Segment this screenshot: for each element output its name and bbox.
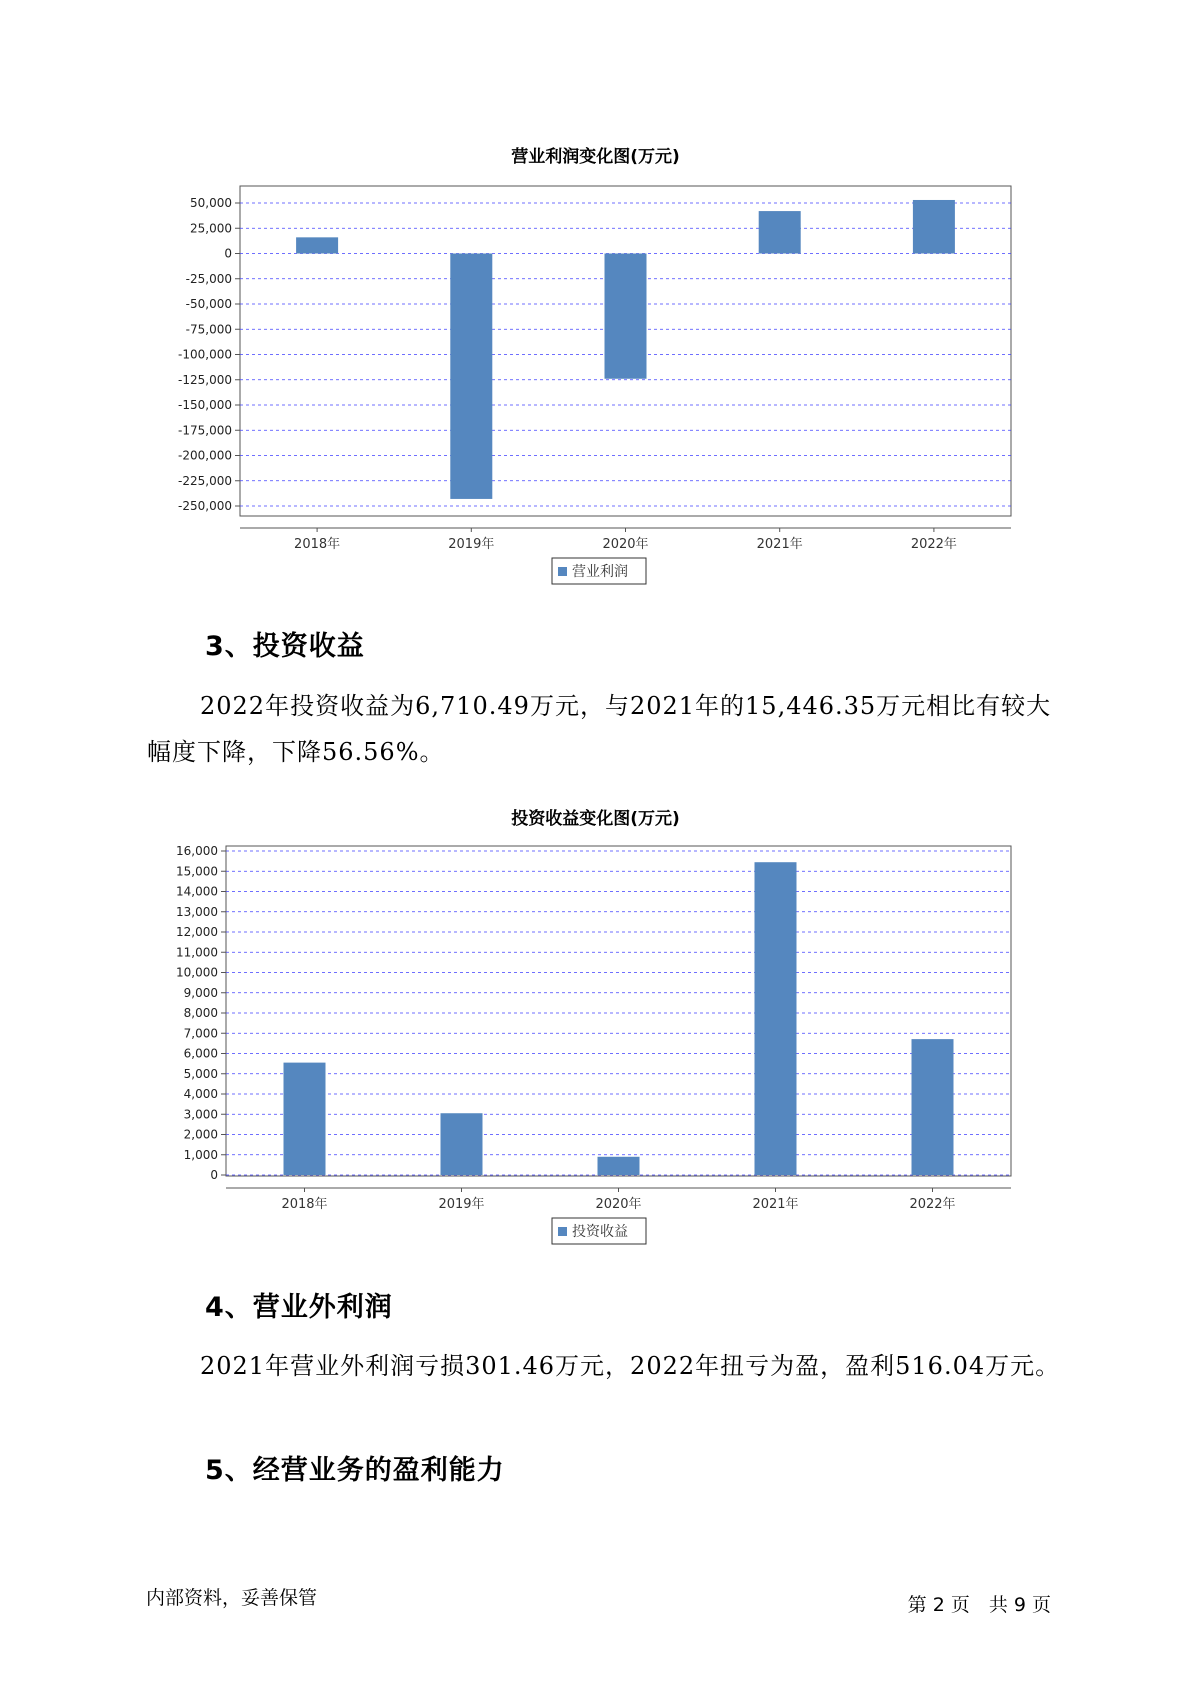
y-tick-label: -75,000 [185,322,232,337]
y-tick-label: -125,000 [178,372,232,387]
bar [441,1113,483,1175]
x-tick-label: 2019年 [438,1197,485,1212]
y-tick-label: 50,000 [190,196,232,210]
x-tick-label: 2021年 [756,537,803,552]
bar [759,211,801,253]
x-tick-label: 2022年 [910,537,957,552]
footer-page-number: 第 2 页 共 9 页 [907,1594,1051,1616]
y-tick-label: 25,000 [190,221,232,236]
bar [605,254,647,379]
y-tick-label: 0 [210,1168,218,1182]
x-tick-label: 2020年 [595,1197,642,1212]
bar [912,1039,954,1175]
y-tick-label: 1,000 [183,1147,218,1162]
y-tick-label: 6,000 [183,1046,218,1061]
y-tick-label: -100,000 [178,347,232,362]
x-tick-label: 2018年 [281,1197,328,1212]
footer-confidential-note: 内部资料，妥善保管 [146,1587,318,1609]
bar [284,1063,326,1175]
section-3-heading: 3、投资收益 [205,631,365,662]
bar [450,254,492,499]
y-tick-label: 14,000 [176,884,218,899]
y-tick-label: 10,000 [176,965,218,980]
legend-label: 营业利润 [572,564,628,580]
legend-label: 投资收益 [572,1224,628,1240]
y-tick-label: -200,000 [178,448,232,463]
y-tick-label: 15,000 [176,864,218,879]
y-tick-label: -250,000 [178,499,232,513]
operating-profit-chart [0,180,1191,600]
y-tick-label: 2,000 [183,1127,218,1142]
chart1-title: 营业利润变化图(万元) [511,147,680,167]
y-tick-label: 5,000 [183,1066,218,1081]
y-tick-label: 11,000 [176,945,218,960]
y-tick-label: -225,000 [178,473,232,488]
section-5-heading: 5、经营业务的盈利能力 [205,1455,505,1486]
legend-swatch [558,567,567,576]
x-tick-label: 2021年 [752,1197,799,1212]
bar [598,1157,640,1175]
y-tick-label: -50,000 [185,297,232,311]
x-tick-label: 2022年 [909,1197,956,1212]
y-tick-label: 0 [224,246,232,261]
y-tick-label: 16,000 [176,844,218,858]
y-tick-label: -150,000 [178,398,232,412]
bar [913,200,955,254]
plot-frame [226,846,1011,1176]
y-tick-label: 8,000 [183,1006,218,1020]
y-tick-label: 4,000 [183,1087,218,1101]
y-tick-label: 3,000 [183,1107,218,1122]
legend-swatch [558,1227,567,1236]
x-tick-label: 2020年 [602,537,649,552]
bar [755,862,797,1175]
y-tick-label: -25,000 [185,271,232,286]
y-tick-label: 7,000 [183,1026,218,1041]
investment-income-chart [0,840,1191,1260]
x-tick-label: 2019年 [448,537,495,552]
chart2-title: 投资收益变化图(万元) [511,809,680,829]
section-3-paragraph: 2022年投资收益为6,710.49万元，与2021年的15,446.35万元相比有较大幅度下降，下降56.56%。 [147,692,1052,766]
y-tick-label: -175,000 [178,423,232,438]
y-tick-label: 9,000 [183,985,218,1000]
section-4-paragraph: 2021年营业外利润亏损301.46万元，2022年扭亏为盈，盈利516.04万元。 [200,1352,1061,1380]
y-tick-label: 13,000 [176,904,218,919]
bar [296,237,338,253]
section-4-heading: 4、营业外利润 [205,1292,393,1323]
x-tick-label: 2018年 [294,537,341,552]
y-tick-label: 12,000 [176,925,218,939]
